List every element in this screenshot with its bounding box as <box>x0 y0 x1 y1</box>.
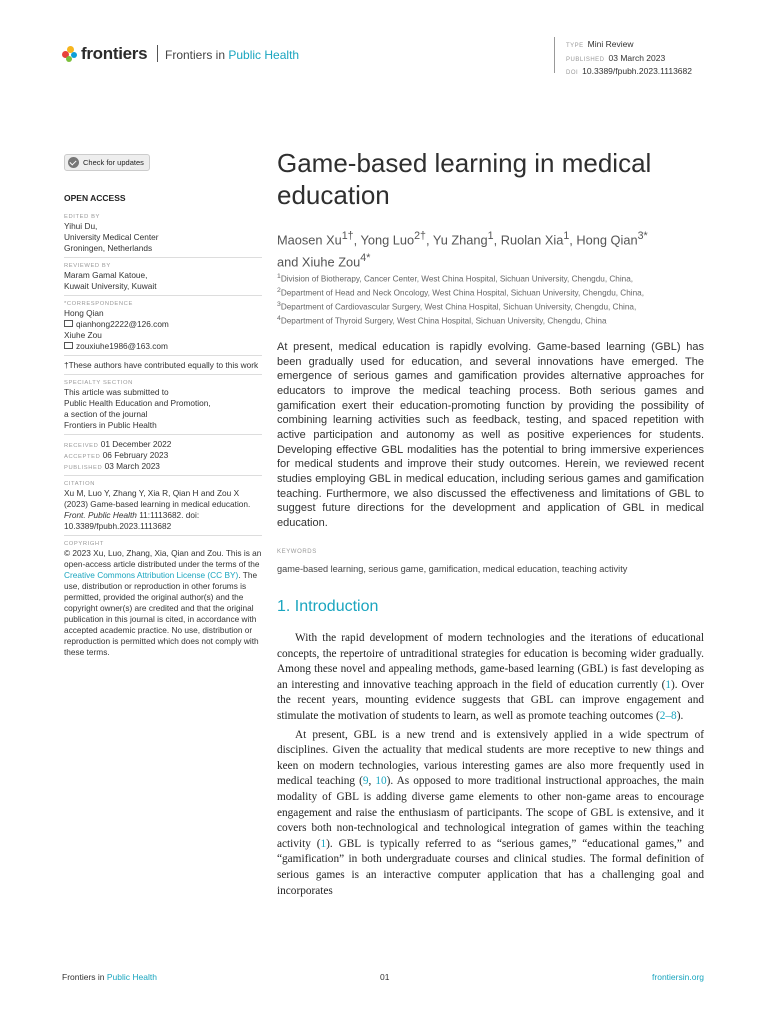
email-link[interactable]: qianhong2222@126.com <box>76 319 169 329</box>
paragraph: With the rapid development of modern technologies and the iterations of educational concepts, the repertoire of untraditional strategies for education is becoming wider gradually. Among these novel and appealing methods, game-based learning (GBL) is fast developing as an interesting and innovative teaching approach in the field of education currently (1). Over the recent years, mounting evidence suggests that GBL can improve engagement and stimulate the motivation of students to learn, as well as promote teaching outcomes (2–8). <box>277 632 704 722</box>
frontiers-logo-icon <box>62 46 78 62</box>
correspondence: *CORRESPONDENCE Hong Qian qianhong2222@126.com Xiuhe Zou zouxiuhe1986@163.com <box>64 301 169 351</box>
divider <box>64 475 262 476</box>
divider <box>64 535 262 536</box>
check-for-updates-button[interactable]: Check for updates <box>64 154 150 171</box>
section-heading: 1. Introduction <box>277 598 379 615</box>
affiliations: $^1$Division of Biotherapy, Cancer Center, West China Hospital, Sichuan University, Chengdu, China, $^2$Department of Head and Neck Oncology, West China Hospital, Sichuan University, Chengdu, China, $^3$Department of Cardiovascular Surgery, West China Hospital, Sichuan University, Chengdu, China, $^4$Department of Thyroid Surgery, West China Hospital, Sichuan University, Chengdu, China <box>277 273 644 326</box>
citation-link[interactable]: 10 <box>375 775 387 788</box>
citation-link[interactable]: 9 <box>362 775 369 788</box>
reviewed-by: REVIEWED BY Maram Gamal Katoue, Kuwait University, Kuwait <box>64 263 157 291</box>
email-icon <box>64 342 73 349</box>
citation-link[interactable]: 2–8 <box>659 709 677 722</box>
edited-by: EDITED BY Yihui Du, University Medical Center Groningen, Netherlands <box>64 214 159 253</box>
citation-link[interactable]: 1 <box>665 678 672 691</box>
divider <box>64 295 262 296</box>
citation: CITATION Xu M, Luo Y, Zhang Y, Xia R, Qian H and Zou X (2023) Game-based learning in medical education. Front. Public Health 11:1113682. doi: 10.3389/fpubh.2023.1113682 <box>64 481 251 531</box>
citation-link[interactable]: 1 <box>320 837 327 850</box>
article-title: Game-based learning in medical education <box>277 148 652 210</box>
article-type: Mini Review <box>587 39 634 49</box>
divider <box>64 374 262 375</box>
doi: 10.3389/fpubh.2023.1113682 <box>582 66 692 76</box>
meta-divider <box>554 37 555 73</box>
paragraph: At present, GBL is a new trend and is extensively applied in a wide spectrum of disciplines. Given the actuality that medical students are more receptive to new things and keen on modern technologies, various interesting games are also more frequently used in medical teaching (9, 10). As opposed to more traditional instructional approaches, the main modality of GBL is adding diverse game elements to other non-game areas to encourage engagement and raise the enthusiasm of participants. The scope of GBL is extensive, and it covers both non-technological and technological integration of games within the teaching activity (1). GBL is typically referred to as “serious games,” “educational games,” and “gamification” in both undergraduate courses and clinical studies. The formal definition of serious games is an interactive computer application that has a challenging goal and incorporates <box>277 728 705 897</box>
divider <box>64 257 262 258</box>
sidebar-info <box>64 154 262 661</box>
frontiers-logo[interactable] <box>62 44 147 64</box>
email-link[interactable]: zouxiuhe1986@163.com <box>76 341 168 351</box>
check-icon <box>68 157 79 168</box>
copyright: COPYRIGHT © 2023 Xu, Luo, Zhang, Xia, Qian and Zou. This is an open-access article distributed under the terms of the Creative Commons Attribution License (CC BY). The use, distribution or reproduction in other forums is permitted, provided the original author(s) and the copyright owner(s) are credited and that the original publication in this journal is cited, in accordance with accepted academic practice. No use, distribution or reproduction is permitted which does not comply with these terms. <box>64 541 262 657</box>
frontiers-wordmark: frontiers <box>81 44 148 63</box>
equal-contribution-note: †These authors have contributed equally to this work <box>64 360 259 370</box>
license-link[interactable]: Creative Commons Attribution License (CC BY) <box>64 570 239 580</box>
journal-name[interactable]: Frontiers in Public Health <box>165 48 300 62</box>
keywords-label: KEYWORDS <box>277 549 317 555</box>
footer-site-link[interactable]: frontiersin.org <box>652 972 704 982</box>
published-date: 03 March 2023 <box>608 52 666 63</box>
dates: RECEIVED 01 December 2022 ACCEPTED 06 February 2023 PUBLISHED 03 March 2023 <box>64 439 172 471</box>
article-meta: TYPE Mini Review PUBLISHED 03 March 2023 DOI 10.3389/fpubh.2023.1113682 <box>566 39 692 76</box>
author-list: Maosen $Xu^{1\dagger}$, Yong Luo$^{2\dagger}$, Yu Zhang$^1$, Ruolan Xia$^1$, Hong Qian$^{3*}$ and Xiuhe Zou$^{4*}$ <box>277 230 648 270</box>
divider <box>64 355 262 356</box>
divider <box>64 434 262 435</box>
keywords: game-based learning, serious game, gamification, medical education, teaching activity <box>277 564 628 574</box>
page-number: 01 <box>380 972 390 982</box>
abstract: At present, medical education is rapidly evolving. Game-based learning (GBL) has been gradually used for education, and several innovations have emerged. The emergence of serious games and gamification provides alternative approaches for educators to improve the medical teaching process. Both serious games and gamification exert their education-promoting function by providing the possibility of combining learning activities such as feedback, testing, and spaced repetition with active participation and autonomy as well as positive experiences for students. Developing effective GBL modalities has the potential to bring immersive experiences for medical students and improve their study outcomes. Herein, we reviewed recent studies employing GBL in medical education, including serious games and gamification teaching. Furthermore, we also discussed the effectiveness and limitations of GBL to suggest future directions for the development and application of GBL in medical education. <box>277 341 704 529</box>
email-icon <box>64 320 73 327</box>
header-divider <box>157 45 158 62</box>
footer-journal[interactable]: Frontiers in Public Health <box>62 972 157 982</box>
open-access-label: OPEN ACCESS <box>64 193 126 203</box>
specialty-section: SPECIALTY SECTION This article was submitted to Public Health Education and Promotion, a section of the journal Frontiers in Public Health <box>64 380 211 430</box>
article-body <box>277 631 704 899</box>
